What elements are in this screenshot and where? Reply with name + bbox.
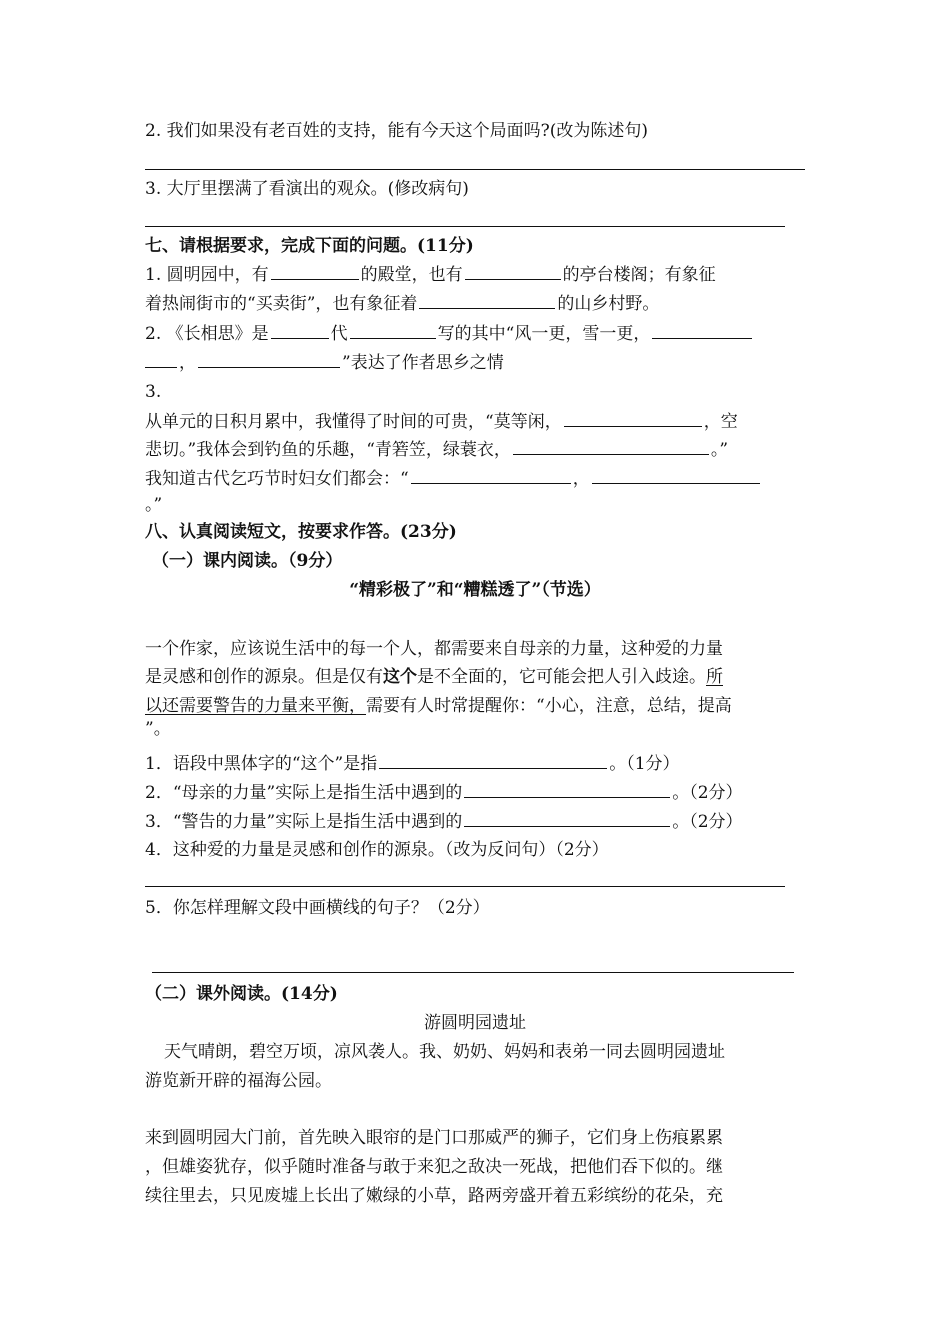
question-8-2 — [145, 781, 743, 804]
passage-1-text-c: 需要有人时常提醒你：“小心，注意，总结，提高 — [366, 696, 732, 716]
question-7-1-line2 — [145, 292, 659, 315]
blank-8-1[interactable] — [379, 752, 607, 769]
question-7-1-line1 — [145, 263, 716, 286]
question-6-3: 3. 大厅里摆满了看演出的观众。(修改病句) — [145, 179, 469, 199]
blank-7-1-a[interactable] — [271, 263, 359, 280]
passage-2-line2: 游览新开辟的福海公园。 — [145, 1071, 332, 1091]
q7-1-text-d: 着热闹街市的“买卖街”，也有象征着 — [145, 294, 418, 314]
blank-7-2-b[interactable] — [350, 322, 436, 339]
blank-7-1-c[interactable] — [419, 292, 555, 309]
answer-line-8-5[interactable] — [152, 972, 794, 973]
blank-7-2-c[interactable] — [652, 322, 752, 339]
blank-7-3-d[interactable] — [592, 467, 760, 484]
question-7-3-line1 — [145, 410, 738, 433]
passage-1-title: “精彩极了”和“糟糕透了”（节选） — [349, 580, 601, 600]
q8-2-text-a: 2．“母亲的力量”实际上是指生活中遇到的 — [145, 783, 463, 803]
passage-2-line1: 天气晴朗，碧空万顷，凉风袭人。我、奶奶、妈妈和表弟一同去圆明园遗址 — [164, 1042, 725, 1062]
q7-3-text-d: 。” — [710, 440, 729, 460]
passage-3-line3: 续往里去，只见废墟上长出了嫩绿的小草，路两旁盛开着五彩缤纷的花朵，充 — [145, 1186, 723, 1206]
passage-1-line2 — [145, 666, 723, 688]
passage-2-title: 游圆明园遗址 — [424, 1013, 526, 1033]
q7-2-text-e: ”表达了作者思乡之情 — [342, 353, 504, 373]
q8-3-text-a: 3．“警告的力量”实际上是指生活中遇到的 — [145, 812, 463, 832]
q7-1-text-c: 的亭台楼阁；有象征 — [562, 265, 716, 285]
answer-line-8-4[interactable] — [145, 886, 785, 887]
q7-2-text-a: 2. 《长相思》是 — [145, 324, 269, 344]
q7-3-text-b: ，空 — [703, 412, 738, 432]
question-6-2: 2. 我们如果没有老百姓的支持，能有今天这个局面吗?(改为陈述句) — [145, 121, 649, 141]
passage-3-line2: ，但雄姿犹存，似乎随时准备与敢于来犯之敌决一死战，把他们吞下似的。继 — [145, 1157, 723, 1177]
blank-7-2-c-cont[interactable] — [145, 351, 177, 368]
underlined-sentence-end: 以还需要警告的力量来平衡， — [145, 696, 366, 716]
question-7-3-line3 — [145, 467, 762, 490]
question-7-3-line2 — [145, 438, 728, 461]
q8-1-text-a: 1．语段中黑体字的“这个”是指 — [145, 754, 378, 774]
blank-8-2[interactable] — [464, 781, 670, 798]
passage-1-text-a: 是灵感和创作的源泉。但是仅有 — [145, 667, 383, 687]
blank-7-1-b[interactable] — [465, 263, 561, 280]
part-2-heading: （二）课外阅读。(14分) — [145, 984, 338, 1004]
bold-keyword-zhege: 这个 — [383, 667, 417, 687]
question-8-1 — [145, 752, 680, 775]
part-1-heading: （一）课内阅读。（9分） — [152, 551, 343, 571]
question-8-5: 5．你怎样理解文段中画横线的句子？（2分） — [145, 898, 490, 918]
question-7-3-number: 3. — [145, 382, 162, 402]
q7-1-text-e: 的山乡村野。 — [557, 294, 660, 314]
blank-7-3-a[interactable] — [564, 410, 702, 427]
answer-line-6-3[interactable] — [145, 226, 785, 227]
question-8-4: 4．这种爱的力量是灵感和创作的源泉。（改为反问句）（2分） — [145, 840, 609, 860]
passage-3-line1: 来到圆明园大门前，首先映入眼帘的是门口那威严的狮子，它们身上伤痕累累 — [145, 1128, 723, 1148]
q8-2-text-b: 。（2分） — [672, 783, 743, 803]
passage-1-line4: ”。 — [145, 719, 171, 739]
q7-3-text-a: 从单元的日积月累中，我懂得了时间的可贵，“莫等闲， — [145, 412, 562, 432]
passage-1-line3 — [145, 695, 732, 717]
q8-3-text-b: 。（2分） — [672, 812, 743, 832]
q8-1-text-b: 。（1分） — [609, 754, 680, 774]
blank-7-2-a[interactable] — [271, 322, 329, 339]
answer-line-6-2[interactable] — [145, 169, 805, 170]
passage-1-text-b: 是不全面的，它可能会把人引入歧途。 — [417, 667, 706, 687]
blank-8-3[interactable] — [464, 810, 670, 827]
q7-2-text-b: 代 — [330, 324, 348, 344]
q7-2-text-c: 写的其中“风一更，雪一更， — [437, 324, 651, 344]
question-7-2-line1 — [145, 322, 754, 345]
q7-3-text-f: ， — [572, 469, 590, 489]
q7-3-text-c: 悲切。”我体会到钓鱼的乐趣，“青箬笠，绿蓑衣， — [145, 440, 511, 460]
question-8-3 — [145, 810, 743, 833]
underlined-sentence-start: 所 — [706, 667, 723, 687]
q7-3-text-e: 我知道古代乞巧节时妇女们都会：“ — [145, 469, 409, 489]
q7-2-text-d: ， — [179, 353, 196, 373]
question-7-2-line2 — [145, 351, 504, 374]
blank-7-2-d[interactable] — [198, 351, 340, 368]
section-7-heading: 七、请根据要求，完成下面的问题。(11分) — [145, 236, 474, 256]
blank-7-3-b[interactable] — [513, 438, 709, 455]
question-7-3-line4: 。” — [145, 495, 163, 515]
section-8-heading: 八、认真阅读短文，按要求作答。(23分) — [145, 522, 457, 542]
blank-7-3-c[interactable] — [411, 467, 571, 484]
q7-1-text-a: 1. 圆明园中，有 — [145, 265, 269, 285]
q7-1-text-b: 的殿堂，也有 — [360, 265, 463, 285]
passage-1-line1: 一个作家，应该说生活中的每一个人，都需要来自母亲的力量，这种爱的力量 — [145, 639, 723, 659]
